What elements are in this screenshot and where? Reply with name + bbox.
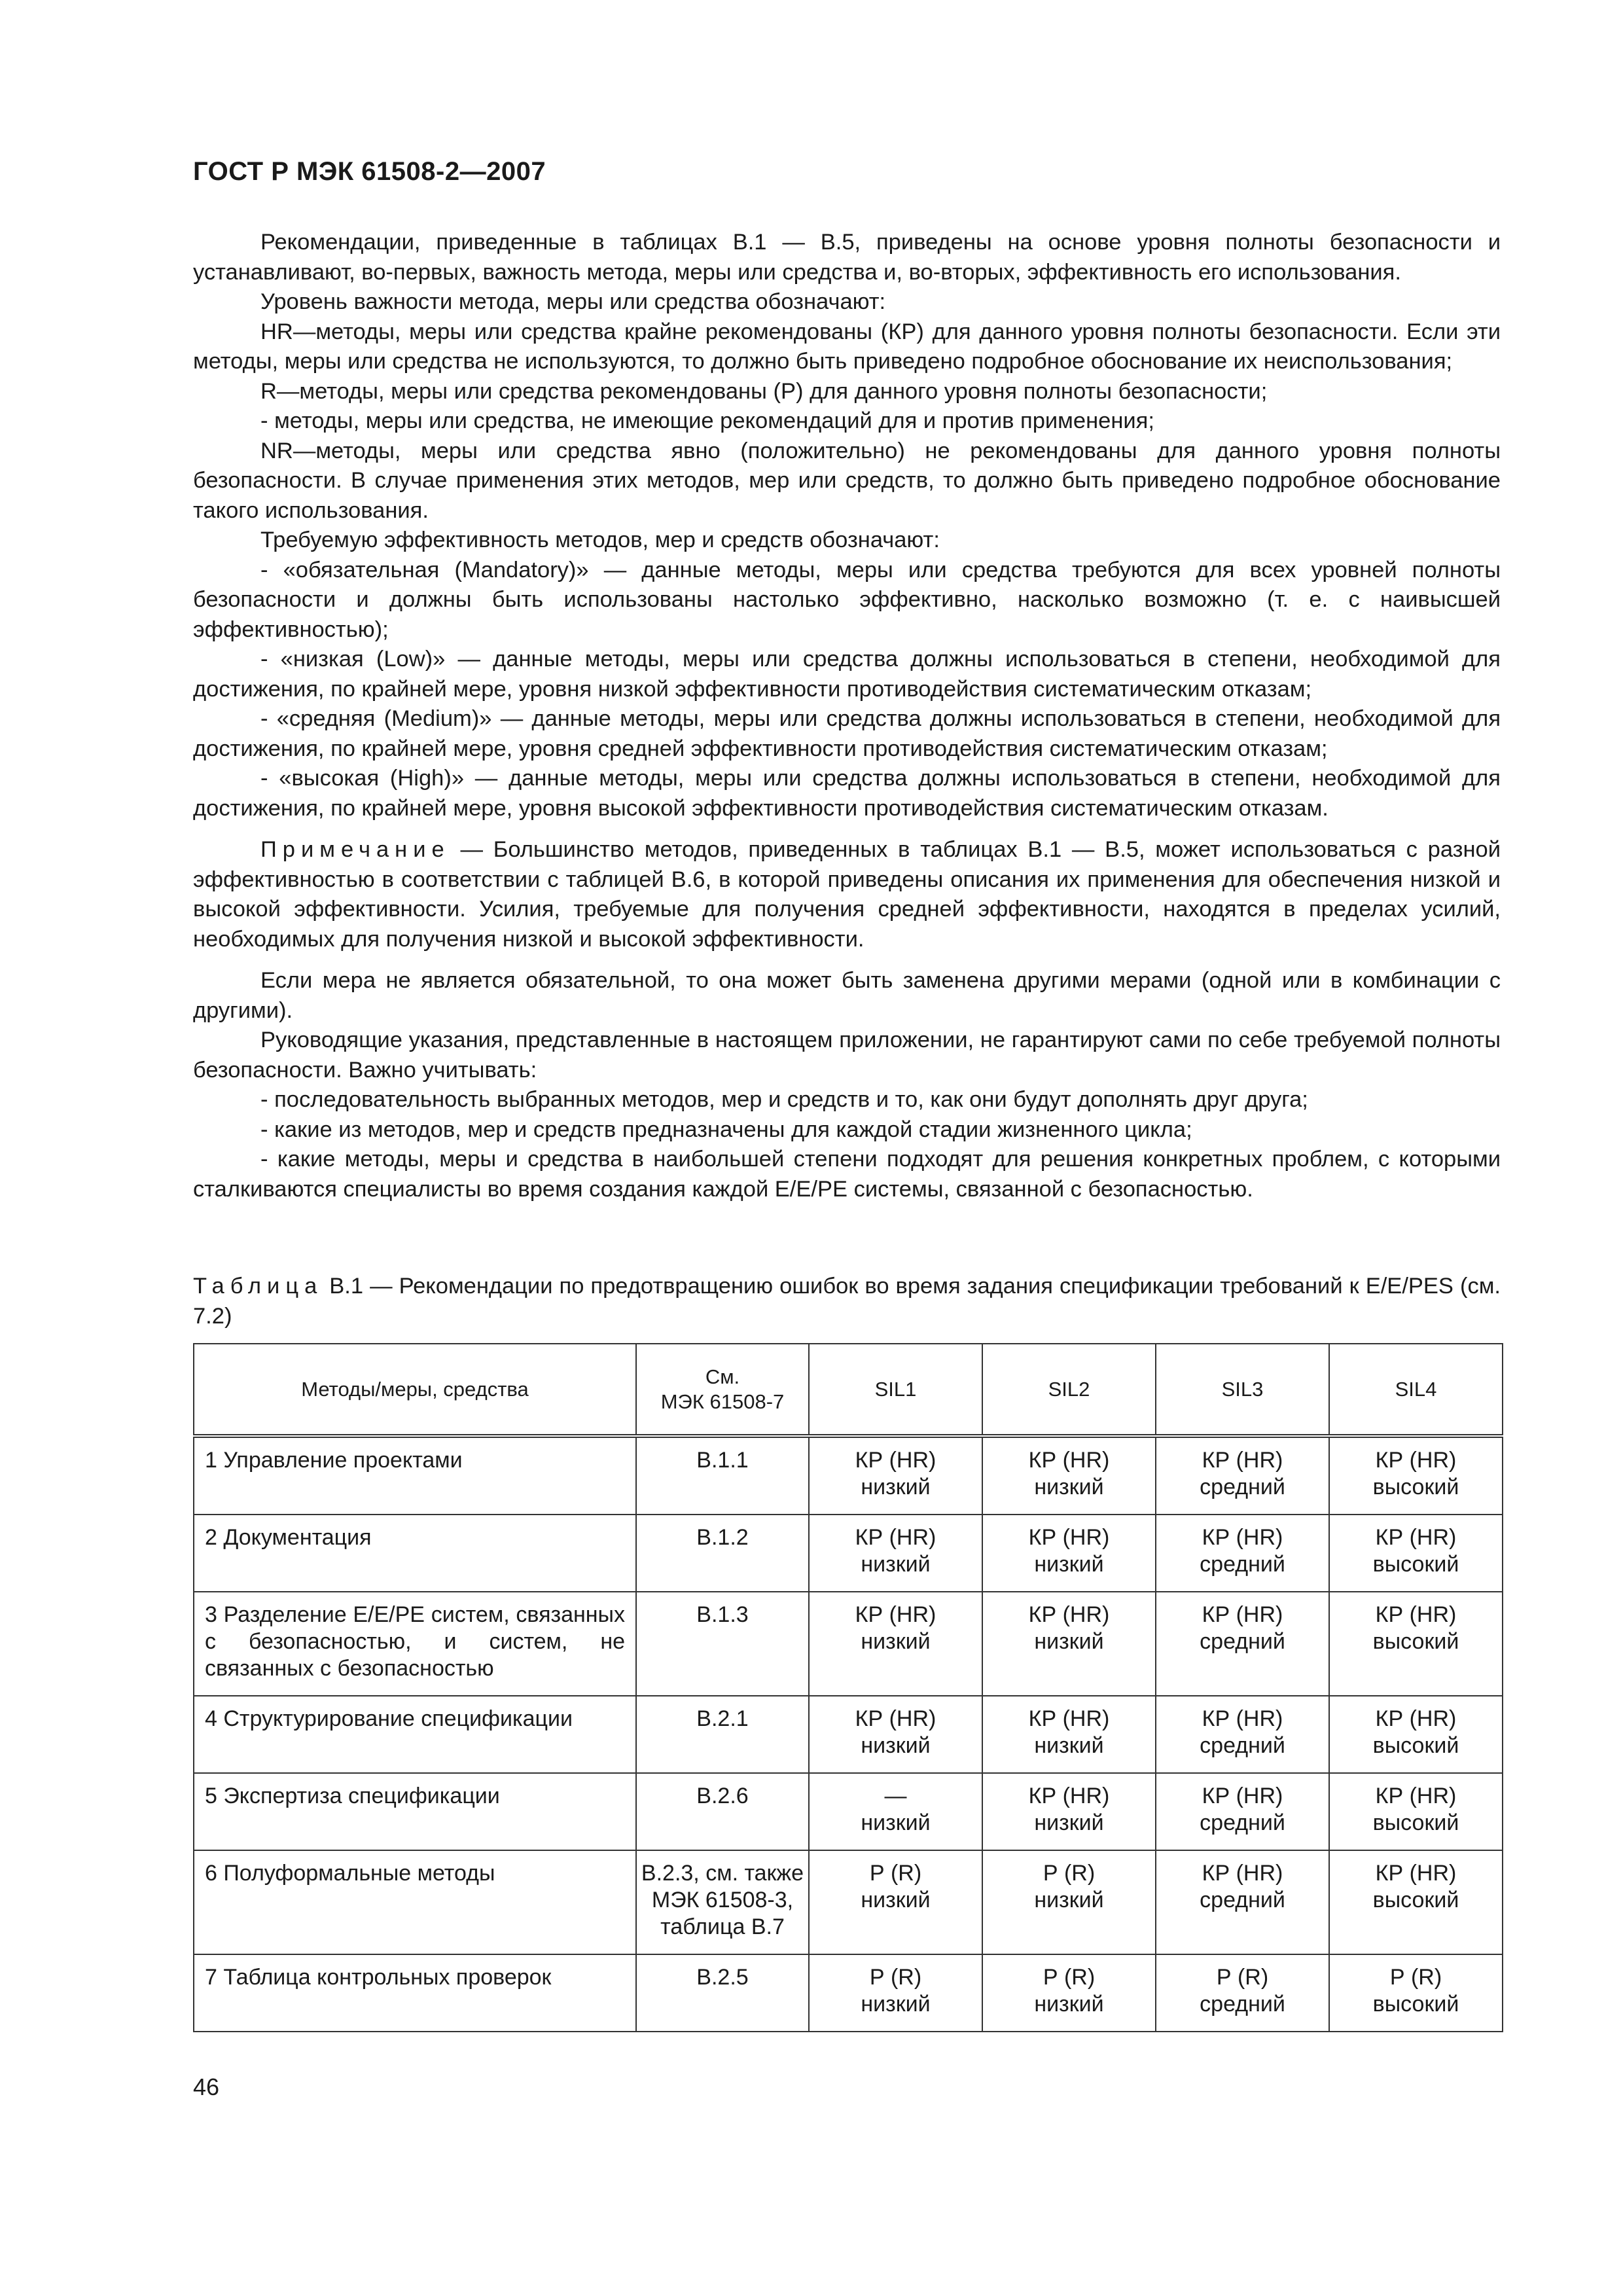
paragraph: - «средняя (Medium)» — данные методы, меры или средства должны использоваться в степени, необходимой для достижения, по крайней мере, уровня средней эффективности противодействия систематическим отказам; <box>193 706 1501 761</box>
header-methods: Методы/меры, средства <box>194 1344 636 1436</box>
cell-sil4: КР (HR) высокий <box>1329 1515 1503 1592</box>
cell-method: 4 Структурирование спецификации <box>194 1696 636 1773</box>
paragraph: - «обязательная (Mandatory)» — данные методы, меры или средства требуются для всех уровней полноты безопасности и должны быть использованы настолько эффективно, насколько возможно (т. е. с наивысшей эффективностью); <box>193 557 1501 642</box>
cell-sil3: КР (HR) средний <box>1156 1696 1329 1773</box>
header-sil3: SIL3 <box>1156 1344 1329 1436</box>
paragraph: - методы, меры или средства, не имеющие рекомендаций для и против применения; <box>260 408 1154 433</box>
cell-method: 6 Полуформальные методы <box>194 1850 636 1954</box>
table-row <box>194 1696 1503 1773</box>
cell-sil1: КР (HR) низкий <box>809 1515 982 1592</box>
cell-method: 3 Разделение E/E/PE систем, связанных с безопасностью, и систем, не связанных с безопасностью <box>194 1592 636 1696</box>
recommendations-table-container <box>193 1343 1502 2032</box>
cell-sil3: КР (HR) средний <box>1156 1436 1329 1515</box>
table-row <box>194 1773 1503 1850</box>
paragraph: R—методы, меры или средства рекомендованы (Р) для данного уровня полноты безопасности; <box>260 378 1268 404</box>
paragraph: Рекомендации, приведенные в таблицах В.1 — В.5, приведены на основе уровня полноты безопасности и устанавливают, во-первых, важность метода, меры или средства и, во-вторых, эффективность его использования. <box>193 230 1501 285</box>
cell-sil4: КР (HR) высокий <box>1329 1850 1503 1954</box>
document-header: ГОСТ Р МЭК 61508-2—2007 <box>193 157 546 186</box>
cell-sil2: КР (HR) низкий <box>982 1436 1156 1515</box>
table-row <box>194 1515 1503 1592</box>
paragraph: Уровень важности метода, меры или средства обозначают: <box>260 289 886 314</box>
table-header-row <box>194 1344 1503 1436</box>
table-row <box>194 1954 1503 2032</box>
paragraph: HR—методы, меры или средства крайне рекомендованы (КР) для данного уровня полноты безопасности. Если эти методы, меры или средства не используются, то должно быть приведено подробное обоснование их неиспользования; <box>193 319 1501 374</box>
table-caption <box>193 1272 1501 1331</box>
cell-sil4: Р (R) высокий <box>1329 1954 1503 2032</box>
note-label: Примечание <box>260 837 450 862</box>
cell-sil2: КР (HR) низкий <box>982 1515 1156 1592</box>
header-ref: См. МЭК 61508-7 <box>636 1344 809 1436</box>
cell-sil4: КР (HR) высокий <box>1329 1436 1503 1515</box>
cell-method: 7 Таблица контрольных проверок <box>194 1954 636 2032</box>
table-caption-text: В.1 — Рекомендации по предотвращению ошибок во время задания спецификации требований к E/E/PES (см. 7.2) <box>193 1274 1501 1329</box>
cell-sil1: Р (R) низкий <box>809 1954 982 2032</box>
cell-sil2: КР (HR) низкий <box>982 1696 1156 1773</box>
paragraph: Руководящие указания, представленные в настоящем приложении, не гарантируют сами по себе требуемой полноты безопасности. Важно учитывать: <box>193 1028 1501 1083</box>
cell-sil1: — низкий <box>809 1773 982 1850</box>
cell-sil3: КР (HR) средний <box>1156 1773 1329 1850</box>
note-text: — Большинство методов, приведенных в таблицах В.1 — В.5, может использоваться с разной эффективностью в соответствии с таблицей В.6, в которой приведены описания их применения для обеспечения низкой и высокой эффективности. Усилия, требуемые для получения средней эффективности, находятся в пределах усилий, необходимых для получения низкой и высокой эффективности. <box>193 837 1501 952</box>
cell-ref: В.2.5 <box>636 1954 809 2032</box>
paragraph: - последовательность выбранных методов, мер и средств и то, как они будут дополнять друг друга; <box>260 1087 1308 1112</box>
paragraph: Если мера не является обязательной, то она может быть заменена другими мерами (одной или в комбинации с другими). <box>193 968 1501 1023</box>
cell-sil4: КР (HR) высокий <box>1329 1592 1503 1696</box>
cell-ref: В.2.1 <box>636 1696 809 1773</box>
cell-ref: В.1.3 <box>636 1592 809 1696</box>
header-sil1: SIL1 <box>809 1344 982 1436</box>
header-sil4: SIL4 <box>1329 1344 1503 1436</box>
table-row <box>194 1592 1503 1696</box>
cell-ref: В.2.6 <box>636 1773 809 1850</box>
page-number: 46 <box>193 2073 220 2100</box>
paragraph: NR—методы, меры или средства явно (положительно) не рекомендованы для данного уровня полноты безопасности. В случае применения этих методов, мер или средств, то должно быть приведено подробное обоснование такого использования. <box>193 438 1501 523</box>
paragraph: - «высокая (High)» — данные методы, меры или средства должны использоваться в степени, необходимой для достижения, по крайней мере, уровня высокой эффективности противодействия систематическим отказам. <box>193 766 1501 821</box>
table-caption-label: Таблица <box>193 1274 323 1299</box>
cell-method: 5 Экспертиза спецификации <box>194 1773 636 1850</box>
cell-sil1: КР (HR) низкий <box>809 1696 982 1773</box>
cell-ref: В.1.2 <box>636 1515 809 1592</box>
table-row <box>194 1436 1503 1515</box>
recommendations-table <box>193 1343 1503 2032</box>
table-body <box>194 1436 1503 2032</box>
body-text <box>193 228 1501 1204</box>
cell-method: 2 Документация <box>194 1515 636 1592</box>
cell-sil3: КР (HR) средний <box>1156 1592 1329 1696</box>
paragraph: - «низкая (Low)» — данные методы, меры или средства должны использоваться в степени, необходимой для достижения, по крайней мере, уровня низкой эффективности противодействия систематическим отказам; <box>193 647 1501 702</box>
cell-sil4: КР (HR) высокий <box>1329 1773 1503 1850</box>
cell-sil3: КР (HR) средний <box>1156 1850 1329 1954</box>
cell-ref: В.1.1 <box>636 1436 809 1515</box>
cell-sil1: Р (R) низкий <box>809 1850 982 1954</box>
header-sil2: SIL2 <box>982 1344 1156 1436</box>
paragraph: - какие методы, меры и средства в наибольшей степени подходят для решения конкретных проблем, с которыми сталкиваются специалисты во время создания каждой E/E/PE системы, связанной с безопасностью. <box>193 1147 1501 1202</box>
paragraph: - какие из методов, мер и средств предназначены для каждой стадии жизненного цикла; <box>260 1117 1192 1142</box>
cell-sil3: Р (R) средний <box>1156 1954 1329 2032</box>
cell-sil2: Р (R) низкий <box>982 1954 1156 2032</box>
cell-sil2: КР (HR) низкий <box>982 1773 1156 1850</box>
cell-sil3: КР (HR) средний <box>1156 1515 1329 1592</box>
table-row <box>194 1850 1503 1954</box>
cell-sil1: КР (HR) низкий <box>809 1436 982 1515</box>
cell-sil1: КР (HR) низкий <box>809 1592 982 1696</box>
cell-method: 1 Управление проектами <box>194 1436 636 1515</box>
paragraph: Требуемую эффективность методов, мер и средств обозначают: <box>260 528 940 552</box>
cell-sil4: КР (HR) высокий <box>1329 1696 1503 1773</box>
note-paragraph <box>193 835 1501 954</box>
cell-ref: В.2.3, см. также МЭК 61508-3, таблица В.7 <box>636 1850 809 1954</box>
cell-sil2: Р (R) низкий <box>982 1850 1156 1954</box>
cell-sil2: КР (HR) низкий <box>982 1592 1156 1696</box>
